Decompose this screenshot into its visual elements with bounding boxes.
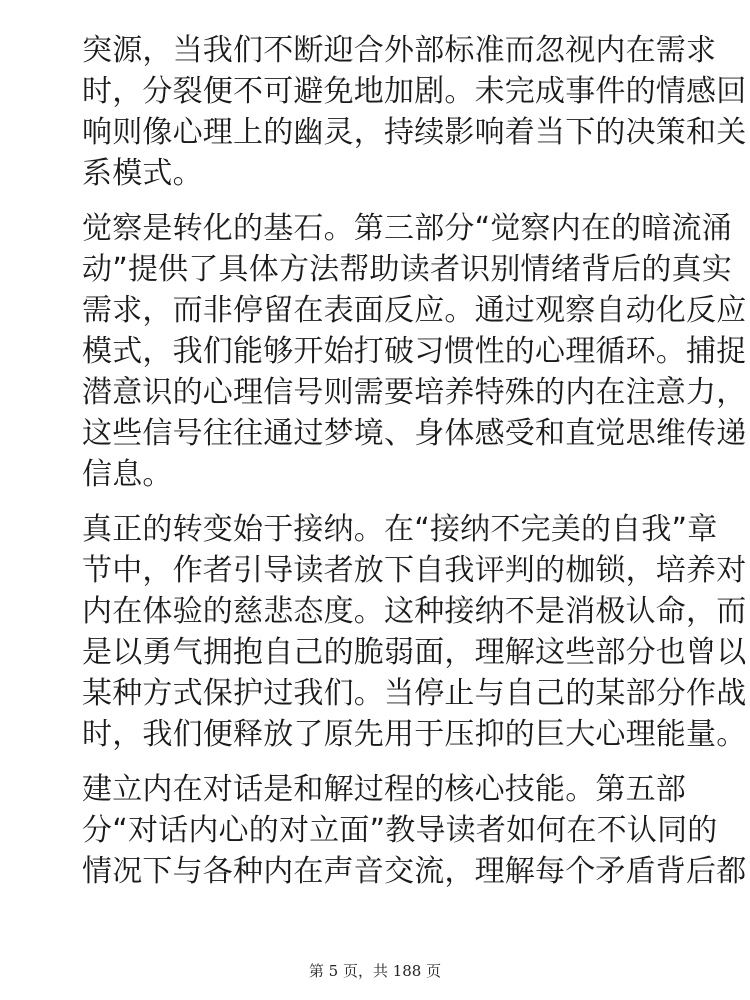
text-line: 系模式。 — [82, 156, 203, 191]
paragraph-1 — [82, 30, 747, 194]
text-line: 某种方式保护过我们。当停止与自己的某部分作战 — [82, 676, 747, 711]
paragraph-4 — [82, 769, 747, 892]
page-number: 第 5 页，共 188 页 — [308, 962, 442, 980]
text-line: 需求，而非停留在表面反应。通过观察自动化反应 — [82, 293, 747, 328]
body-text — [82, 30, 747, 906]
text-line: 这些信号往往通过梦境、身体感受和直觉思维传递 — [82, 416, 747, 451]
text-line: 分“对话内心的对立面”教导读者如何在不认同的 — [82, 813, 718, 848]
text-line: 真正的转变始于接纳。在“接纳不完美的自我”章 — [82, 512, 718, 547]
text-line: 信息。 — [82, 457, 173, 492]
text-line: 建立内在对话是和解过程的核心技能。第五部 — [82, 772, 686, 807]
text-line: 时，我们便释放了原先用于压抑的巨大心理能量。 — [82, 717, 747, 752]
paragraph-2 — [82, 208, 747, 495]
text-line: 突源，当我们不断迎合外部标准而忽视内在需求 — [82, 33, 717, 68]
text-line: 是以勇气拥抱自己的脆弱面，理解这些部分也曾以 — [82, 635, 747, 670]
text-line: 内在体验的慈悲态度。这种接纳不是消极认命，而 — [82, 594, 747, 629]
text-line: 潜意识的心理信号则需要培养特殊的内在注意力， — [82, 375, 747, 410]
text-line: 动”提供了具体方法帮助读者识别情绪背后的真实 — [82, 252, 732, 287]
text-line: 节中，作者引导读者放下自我评判的枷锁，培养对 — [82, 553, 747, 588]
text-line: 响则像心理上的幽灵，持续影响着当下的决策和关 — [82, 115, 747, 150]
text-line: 情况下与各种内在声音交流，理解每个矛盾背后都 — [82, 854, 747, 889]
text-line: 时，分裂便不可避免地加剧。未完成事件的情感回 — [82, 74, 747, 109]
text-line: 觉察是转化的基石。第三部分“觉察内在的暗流涌 — [82, 211, 732, 246]
text-line: 模式，我们能够开始打破习惯性的心理循环。捕捉 — [82, 334, 747, 369]
paragraph-3 — [82, 509, 747, 755]
